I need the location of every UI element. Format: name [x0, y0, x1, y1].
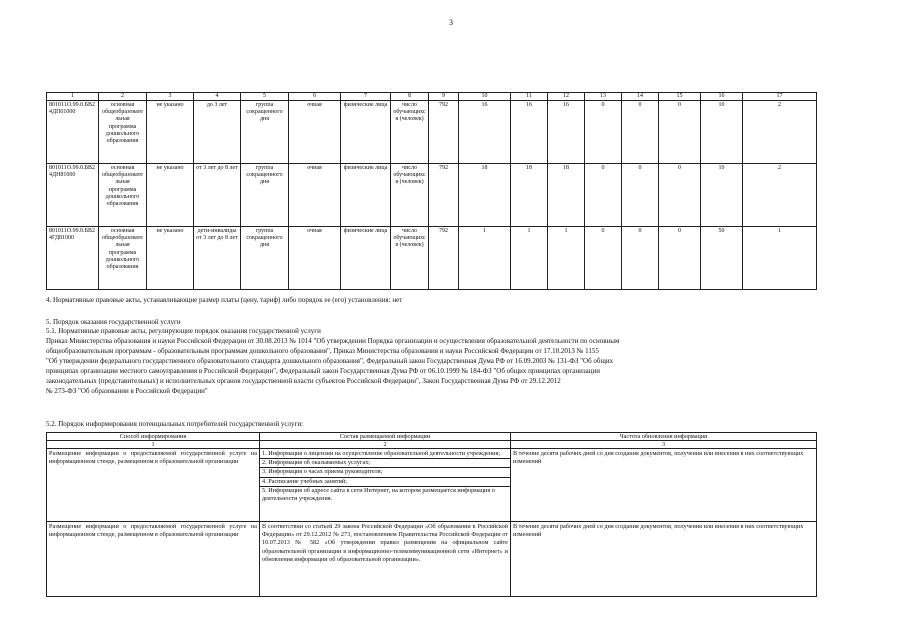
- table-cell: 0: [659, 227, 701, 290]
- table-cell: от 3 лет до 8 лет: [194, 164, 241, 227]
- legal-acts-line: "Об утверждении федерального государственного образовательного стандарта дошкольного образования", Федеральный закон Государственная Дума РФ от 16.09.2003 № 131-ФЗ "Об общих: [46, 357, 614, 365]
- list-item: 3. Информация о часах приема руководителя;: [260, 468, 510, 477]
- column-header: Частота обновления информации: [511, 433, 817, 441]
- legal-acts-line: общеобразовательным программам - образовательным программам дошкольного образования", Приказ Министерства образования и науки Российской Федерации от 17.10.2013 № 1155: [46, 347, 599, 355]
- legal-acts-line: № 273-ФЗ "Об образовании в Российской Федерации": [46, 387, 208, 395]
- table-cell: основная общеобразовательная программа дошкольного образования: [99, 227, 147, 290]
- table-cell: 801011О.99.0.БВ24ДН81000: [47, 164, 99, 227]
- column-header: Состав размещаемой информации: [260, 433, 511, 441]
- column-number: 1: [47, 93, 99, 101]
- table-cell: 2: [743, 101, 817, 164]
- table-cell: физические лица: [341, 164, 391, 227]
- table-cell: 18: [459, 164, 511, 227]
- column-number: 16: [701, 93, 743, 101]
- table-cell: очная: [289, 101, 341, 164]
- info-cell: В соответствии со статьей 29 закона Российской Федерации «Об образовании в Российской Федерации» от 29.12.2012 № 273, постановлением Правительства Российской Федерации от 10.07.2013 № 582 «Об утверждении правил размещения на официальном сайте образовательной организации в информационно-телекоммуникационной сети «Интернет» и обновления информации об образовательной организации».: [260, 522, 511, 597]
- page-number: 3: [449, 18, 453, 27]
- column-number: 10: [459, 93, 511, 101]
- frequency-cell: В течение десяти рабочих дней со дня создания документов, получения или внесения в них соответствующих изменений: [511, 449, 817, 522]
- table-cell: группа сокращенного дня: [241, 164, 289, 227]
- table-cell: число обучающихся (человек): [391, 227, 429, 290]
- table-cell: основная общеобразовательная программа дошкольного образования: [99, 101, 147, 164]
- table-cell: физические лица: [341, 227, 391, 290]
- information-table: [46, 432, 817, 597]
- table-cell: 792: [429, 227, 459, 290]
- table-cell: основная общеобразовательная программа дошкольного образования: [99, 164, 147, 227]
- column-number: 14: [622, 93, 659, 101]
- service-volume-table: [46, 92, 817, 290]
- column-number: 2: [99, 93, 147, 101]
- table-cell: очная: [289, 227, 341, 290]
- legal-acts-line: принципах организации местного самоуправления в Российской Федерации", Федеральный закон Государственная Дума РФ от 06.10.1999 № 184-ФЗ "Об общих принципах организации: [46, 367, 600, 375]
- table-cell: 0: [622, 101, 659, 164]
- table-cell: 801011О.99.0.БВ24ДП01000: [47, 101, 99, 164]
- table-cell: не указано: [147, 227, 194, 290]
- table-cell: 792: [429, 164, 459, 227]
- table-row: [47, 227, 817, 290]
- section-5-title: 5. Порядок оказания государственной услуги: [46, 318, 181, 326]
- table-cell: 10: [701, 101, 743, 164]
- table-cell: 801011О.99.0.БВ24ГД81000: [47, 227, 99, 290]
- table-row: [47, 449, 817, 522]
- table-row: [47, 164, 817, 227]
- table-cell: не указано: [147, 101, 194, 164]
- table-cell: 0: [585, 227, 622, 290]
- table-cell: 1: [511, 227, 548, 290]
- section-4-text: 4. Нормативные правовые акты, устанавливающие размер платы (цену, тариф) либо порядок ее (его) установления: нет: [46, 296, 403, 304]
- legal-acts-line: Приказ Министерства образования и науки Российской Федерации от 30.08.2013 № 1014 "Об утверждении Порядка организации и осуществления образовательной деятельности по основным: [46, 337, 620, 345]
- legal-acts-line: законодательных (представительных) и исполнительных органов государственной власти субъектов Российской Федерации", Закон Государственная Дума РФ от 29.12.2012: [46, 377, 561, 385]
- method-cell: Размещение информации о предоставляемой государственной услуге на информационном стенде, размещенном в образовательной организации: [47, 449, 260, 522]
- table-header-row: [47, 433, 817, 441]
- column-number: 17: [743, 93, 817, 101]
- column-number: 4: [194, 93, 241, 101]
- table-cell: 1: [548, 227, 585, 290]
- table-cell: не указано: [147, 164, 194, 227]
- column-number-row: [47, 441, 817, 449]
- table-cell: 16: [511, 101, 548, 164]
- table-cell: 2: [743, 164, 817, 227]
- table-cell: группа сокращенного дня: [241, 101, 289, 164]
- table-row: [47, 101, 817, 164]
- column-number: 7: [341, 93, 391, 101]
- list-item: 1. Информация о лицензии на осуществление образовательной деятельности учреждения;: [260, 450, 510, 459]
- column-header: Способ информирования: [47, 433, 260, 441]
- table-cell: 1: [743, 227, 817, 290]
- table-cell: 0: [585, 101, 622, 164]
- table-cell: 0: [659, 101, 701, 164]
- section-5-1-title: 5.1. Нормативные правовые акты, регулирующие порядок оказания государственной услуги: [46, 327, 321, 335]
- table-cell: 792: [429, 101, 459, 164]
- table-cell: группа сокращенного дня: [241, 227, 289, 290]
- table-cell: 0: [622, 164, 659, 227]
- column-number: 15: [659, 93, 701, 101]
- table-header-row: [47, 93, 817, 101]
- table-cell: до 3 лет: [194, 101, 241, 164]
- table-cell: 16: [548, 101, 585, 164]
- info-cell: [260, 449, 511, 522]
- table-cell: дети-инвалиды от 3 лет до 8 лет: [194, 227, 241, 290]
- list-item: 4. Расписание учебных занятий;: [260, 478, 510, 487]
- table-cell: 50: [701, 227, 743, 290]
- column-number: 9: [429, 93, 459, 101]
- table-cell: 0: [622, 227, 659, 290]
- column-number: 13: [585, 93, 622, 101]
- table-cell: 0: [585, 164, 622, 227]
- table-cell: очная: [289, 164, 341, 227]
- column-number: 12: [548, 93, 585, 101]
- table-cell: 1: [459, 227, 511, 290]
- column-number: 3: [511, 441, 817, 449]
- list-item: 2. Информация об оказываемых услугах;: [260, 459, 510, 468]
- section-5-2-title: 5.2. Порядок информирования потенциальных потребителей государственной услуги:: [46, 420, 304, 428]
- table-cell: число обучающихся (человек): [391, 164, 429, 227]
- frequency-cell: В течение десяти рабочих дней со дня создания документов, получения или внесения в них соответствующих изменений: [511, 522, 817, 597]
- table-cell: физические лица: [341, 101, 391, 164]
- method-cell: Размещение информации о предоставляемой государственной услуге на информационном стенде, размещенном в образовательной организации: [47, 522, 260, 597]
- column-number: 5: [241, 93, 289, 101]
- column-number: 3: [147, 93, 194, 101]
- table-cell: число обучающихся (человек): [391, 101, 429, 164]
- table-cell: 18: [511, 164, 548, 227]
- column-number: 11: [511, 93, 548, 101]
- column-number: 1: [47, 441, 260, 449]
- list-item: 5. Информация об адресе сайта в сети Интернет, на котором размещается информация о деятельности учреждения.: [262, 486, 495, 503]
- table-cell: 16: [459, 101, 511, 164]
- table-row: [47, 522, 817, 597]
- table-cell: 0: [659, 164, 701, 227]
- column-number: 6: [289, 93, 341, 101]
- table-cell: 18: [548, 164, 585, 227]
- column-number: 2: [260, 441, 511, 449]
- table-cell: 10: [701, 164, 743, 227]
- column-number: 8: [391, 93, 429, 101]
